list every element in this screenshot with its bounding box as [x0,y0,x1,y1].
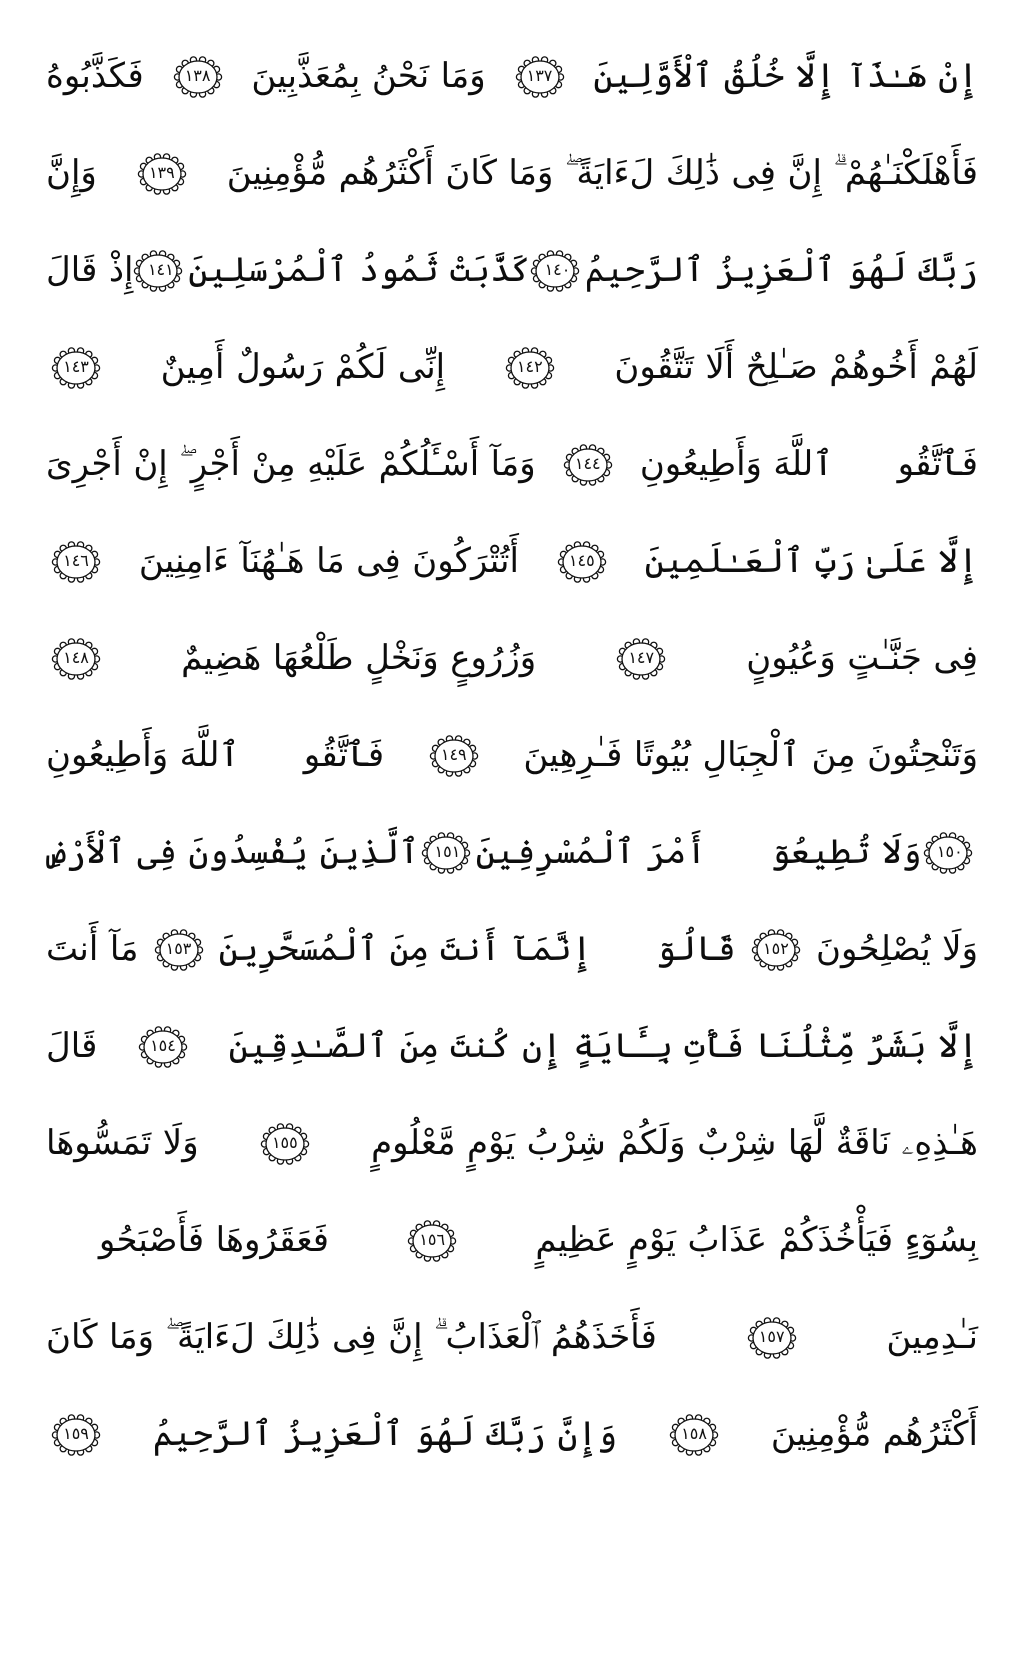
text-line [46,28,978,125]
text-line [46,1386,978,1483]
ayah-number-text: ١٤٩ [440,744,467,764]
text-line [46,1289,978,1386]
ayah-number-marker [50,540,102,584]
text-line [46,222,978,319]
ayah-number-marker [514,55,566,99]
ayah-text-segment: نَـٰدِمِينَ [886,1319,978,1356]
text-line [46,513,978,610]
text-line-inner [46,28,978,125]
ayah-number-marker [259,1122,311,1166]
ayah-text-segment: قَالُوٓا۟ إِنَّمَآ أَنتَ مِنَ ٱلْمُسَحَّرِينَ [218,931,736,968]
ayah-number-marker [746,1316,798,1360]
text-line [46,901,978,998]
ayah-number-text: ١٥٤ [150,1035,176,1055]
ayah-number-text: ١٤١ [147,259,174,279]
ayah-number-text: ١٣٩ [148,162,175,182]
text-line [46,1095,978,1192]
text-line-inner [46,804,978,901]
text-line [46,804,978,901]
ayah-number-text: ١٥١ [434,841,461,861]
ayah-text-segment: فَعَقَرُوهَا فَأَصْبَحُوا۟ [46,1222,329,1259]
text-line [46,610,978,707]
ayah-text-segment: إِذْ قَالَ [46,252,134,289]
mushaf-text-body [46,28,978,1483]
text-line [46,998,978,1095]
ayah-number-text: ١٣٨ [184,65,211,85]
ayah-number-text: ١٥٦ [419,1229,446,1249]
ayah-text-segment: وَتَنْحِتُونَ مِنَ ٱلْجِبَالِ بُيُوتًا فَـٰرِهِينَ [523,737,978,774]
ayah-text-segment: وَمَآ أَسْـَٔلُكُمْ عَلَيْهِ مِنْ أَجْرٍ ۖ إِنْ أَجْرِىَ [46,446,536,483]
text-line-inner [46,901,978,998]
ayah-text-segment: ٱلَّذِينَ يُفْسِدُونَ فِى ٱلْأَرْضِ [46,834,420,871]
ayah-text-segment: قَالَ [46,1028,98,1065]
ayah-number-text: ١٤٤ [574,453,601,473]
ayah-number-marker [137,1025,189,1069]
ayah-number-marker [615,637,667,681]
ayah-text-segment: أَتُتْرَكُونَ فِى مَا هَـٰهُنَآ ءَامِنِينَ [138,543,519,580]
ayah-number-text: ١٤٠ [544,259,571,279]
text-line-inner [46,610,978,707]
text-line-inner [46,513,978,610]
ayah-number-marker [172,55,224,99]
ayah-text-segment: إِلَّا بَشَرٌ مِّثْلُنَا فَأْتِ بِـَٔايَةٍ إِن كُنتَ مِنَ ٱلصَّـٰدِقِينَ [228,1028,978,1065]
text-line-inner [46,1386,978,1483]
ayah-text-segment: وَزُرُوعٍ وَنَخْلٍ طَلْعُهَا هَضِيمٌ [181,640,537,677]
text-line-inner [46,416,978,513]
ayah-text-segment: وَمَا نَحْنُ بِمُعَذَّبِينَ [251,58,486,95]
ayah-number-text: ١٥٧ [758,1326,785,1346]
ayah-text-segment: فَٱتَّقُوا۟ ٱللَّهَ وَأَطِيعُونِ [46,737,385,774]
ayah-text-segment: فَكَذَّبُوهُ [46,58,144,95]
ayah-text-segment: هَـٰذِهِۦ نَاقَةٌ لَّهَا شِرْبٌ وَلَكُمْ شِرْبُ يَوْمٍ مَّعْلُومٍ [371,1125,978,1162]
ayah-number-text: ١٤٥ [568,550,595,570]
ayah-number-marker [153,928,205,972]
ayah-number-marker [50,346,102,390]
ayah-number-marker [50,1413,102,1457]
ayah-number-marker [406,1219,458,1263]
ayah-number-marker [534,249,581,293]
ayah-text-segment: إِنِّى لَكُمْ رَسُولٌ أَمِينٌ [160,349,446,386]
ayah-text-segment: وَإِنَّ [46,155,97,192]
ayah-number-text: ١٥٥ [271,1132,298,1152]
text-line-inner [46,222,978,319]
text-line [46,416,978,513]
ayah-text-segment: وَلَا تَمَسُّوهَا [46,1125,199,1162]
ayah-text-segment: وَلَا تُطِيعُوٓا۟ أَمْرَ ٱلْمُسْرِفِينَ [475,834,922,871]
ayah-text-segment: لَهُمْ أَخُوهُمْ صَـٰلِحٌ أَلَا تَتَّقُونَ [614,349,978,386]
ayah-number-text: ١٤٧ [628,647,655,667]
text-line-inner [46,319,978,416]
ayah-text-segment: فِى جَنَّـٰتٍ وَعُيُونٍ [746,640,978,677]
ayah-number-marker [926,831,974,875]
ayah-text-segment: فَأَهْلَكْنَـٰهُمْ ۗ إِنَّ فِى ذَٰلِكَ لَءَايَةً ۖ وَمَا كَانَ أَكْثَرُهُم مُّؤْمِنِينَ [226,155,978,192]
ayah-number-marker [428,734,480,778]
ayah-text-segment: إِنْ هَـٰذَآ إِلَّا خُلُقُ ٱلْأَوَّلِينَ [593,58,978,95]
ayah-number-marker [556,540,608,584]
ayah-text-segment: أَكْثَرُهُم مُّؤْمِنِينَ [770,1416,978,1453]
ayah-number-marker [562,443,614,487]
ayah-number-marker [750,928,802,972]
ayah-text-segment: إِلَّا عَلَىٰ رَبِّ ٱلْعَـٰلَمِينَ [644,543,978,580]
ayah-number-text: ١٥٢ [763,938,789,958]
text-line-inner [46,1095,978,1192]
ayah-text-segment: فَأَخَذَهُمُ ٱلْعَذَابُ ۗ إِنَّ فِى ذَٰلِكَ لَءَايَةً ۖ وَمَا كَانَ [46,1319,657,1356]
ayah-text-segment: مَآ أَنتَ [46,931,139,968]
text-line-inner [46,1289,978,1386]
text-line [46,125,978,222]
ayah-text-segment: فَٱتَّقُوا۟ ٱللَّهَ وَأَطِيعُونِ [639,446,978,483]
ayah-text-segment: وَإِنَّ رَبَّكَ لَهُوَ ٱلْعَزِيزُ ٱلرَّحِيمُ [152,1416,618,1453]
text-line-inner [46,707,978,804]
ayah-number-text: ١٤٨ [63,647,89,667]
ayah-number-text: ١٤٦ [63,550,89,570]
ayah-text-segment: رَبَّكَ لَهُوَ ٱلْعَزِيزُ ٱلرَّحِيمُ [584,252,978,289]
ayah-text-segment: وَلَا يُصْلِحُونَ [816,931,978,968]
text-line-inner [46,125,978,222]
text-line [46,1192,978,1289]
ayah-number-text: ١٥٩ [63,1423,89,1443]
ayah-number-text: ١٥٨ [681,1423,707,1443]
text-line-inner [46,1192,978,1289]
ayah-number-text: ١٤٢ [516,356,543,376]
text-line [46,707,978,804]
ayah-text-segment: بِسُوٓءٍ فَيَأْخُذَكُمْ عَذَابُ يَوْمٍ عَظِيمٍ [535,1222,978,1259]
ayah-number-marker [504,346,556,390]
ayah-number-marker [50,637,102,681]
text-line [46,319,978,416]
ayah-number-marker [423,831,471,875]
ayah-number-marker [668,1413,720,1457]
ayah-number-text: ١٥٠ [936,841,963,861]
ayah-text-segment: كَذَّبَتْ ثَمُودُ ٱلْمُرْسَلِينَ [188,252,531,289]
ayah-number-text: ١٥٣ [165,938,192,958]
ayah-number-text: ١٣٧ [526,65,553,85]
text-line-inner [46,998,978,1095]
ayah-number-text: ١٤٣ [63,356,89,376]
ayah-number-marker [137,249,184,293]
ayah-number-marker [136,152,188,196]
